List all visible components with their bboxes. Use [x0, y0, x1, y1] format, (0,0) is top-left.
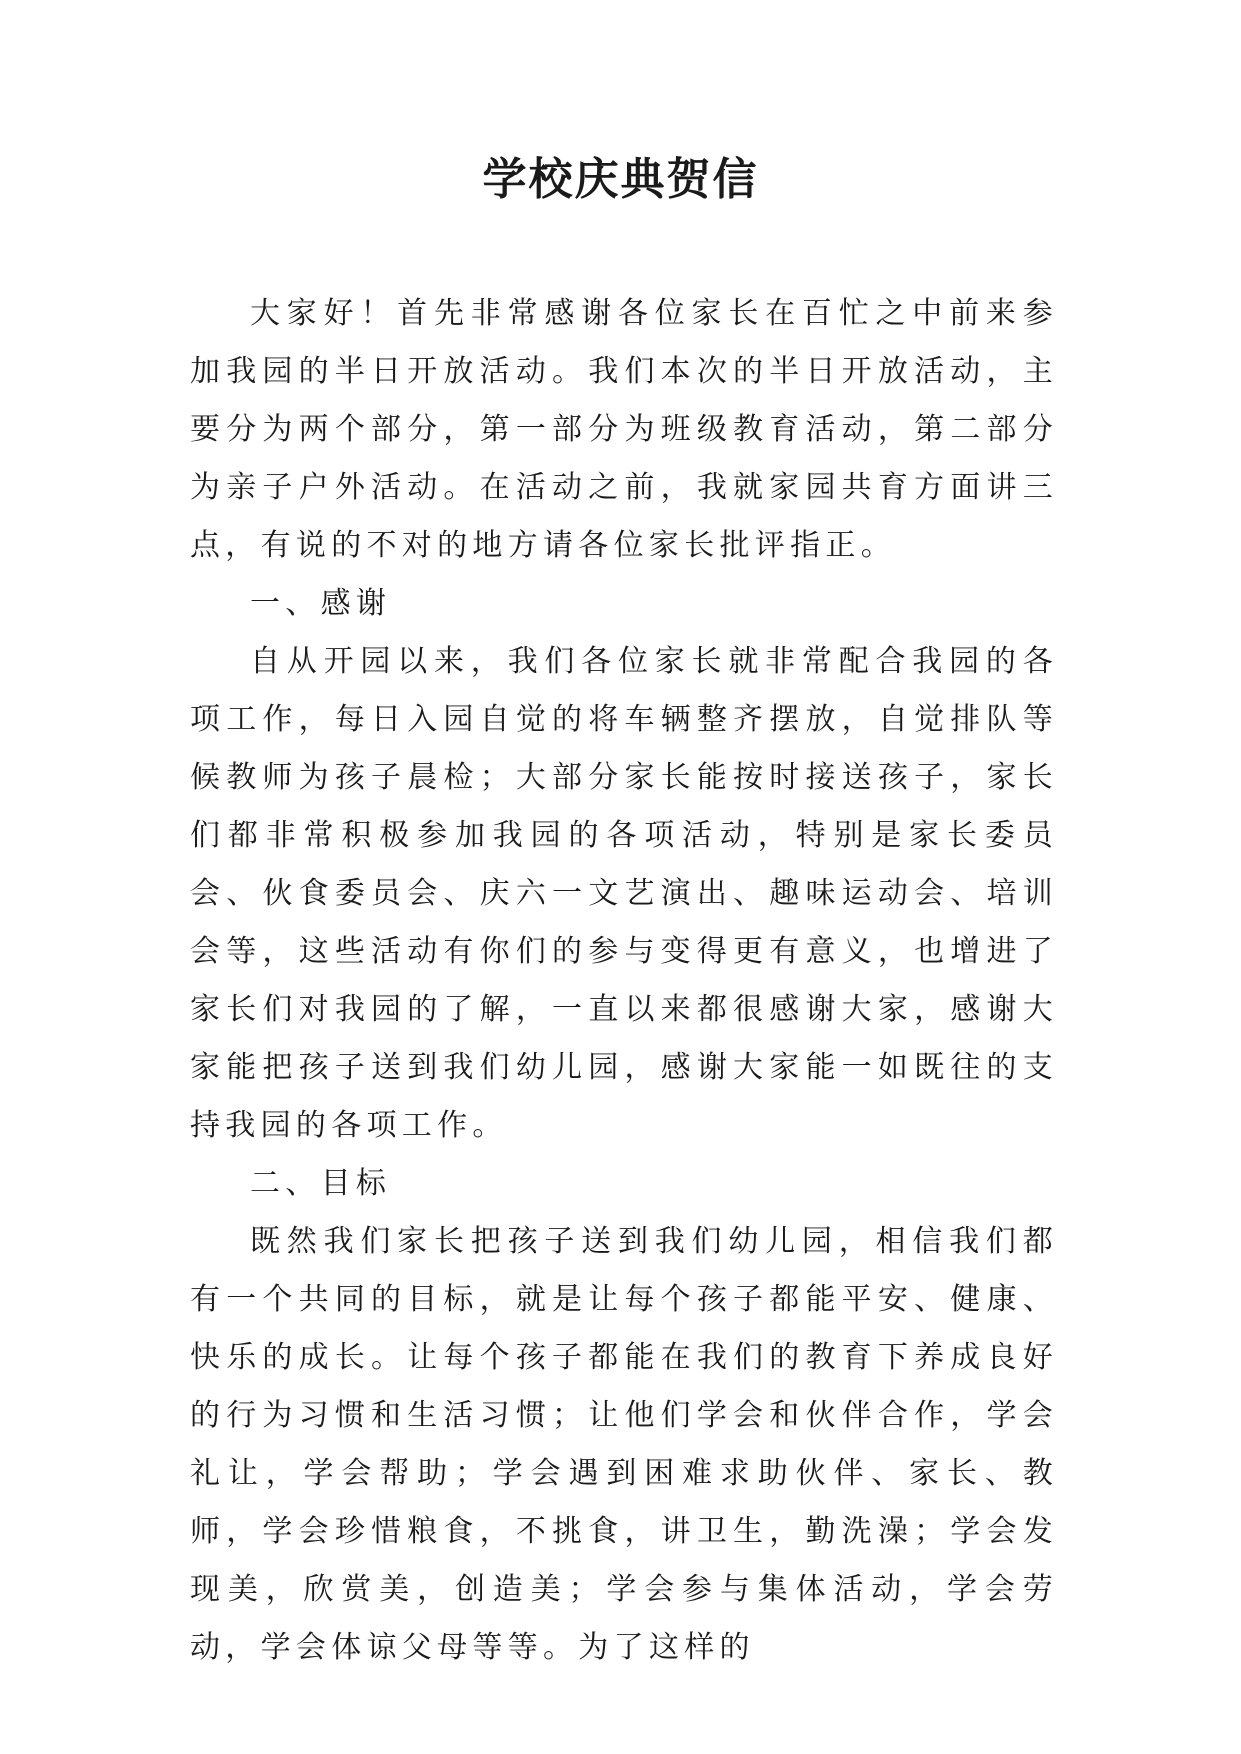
section-heading-thanks: 一、感谢	[250, 586, 392, 621]
paragraph-goals: 既然我们家长把孩子送到我们幼儿园，相信我们都有一个共同的目标，就是让每个孩子都能平安、健康、快乐的成长。让每个孩子都能在我们的教育下养成良好的行为习惯和生活习惯；让他们学会和伙伴合作，学会礼让，学会帮助；学会遇到困难求助伙伴、家长、教师，学会珍惜粮食，不挑食，讲卫生，勤洗澡；学会发现美，欣赏美，创造美；学会参与集体活动，学会劳动，学会体谅父母等等。为了这样的	[190, 1224, 1058, 1665]
section-heading-goals: 二、目标	[250, 1166, 392, 1201]
document-title: 学校庆典贺信	[482, 154, 759, 205]
paragraph-greeting: 大家好！首先非常感谢各位家长在百忙之中前来参加我园的半日开放活动。我们本次的半日开放活动，主要分为两个部分，第一部分为班级教育活动，第二部分为亲子户外活动。在活动之前，我就家园共育方面讲三点，有说的不对的地方请各位家长批评指正。	[190, 296, 1058, 563]
paragraph-thanks: 自从开园以来，我们各位家长就非常配合我园的各项工作，每日入园自觉的将车辆整齐摆放，自觉排队等候教师为孩子晨检；大部分家长能按时接送孩子，家长们都非常积极参加我园的各项活动，特别是家长委员会、伙食委员会、庆六一文艺演出、趣味运动会、培训会等，这些活动有你们的参与变得更有意义，也增进了家长们对我园的了解，一直以来都很感谢大家，感谢大家能把孩子送到我们幼儿园，感谢大家能一如既往的支持我园的各项工作。	[190, 644, 1058, 1143]
document-body	[190, 285, 1058, 1677]
